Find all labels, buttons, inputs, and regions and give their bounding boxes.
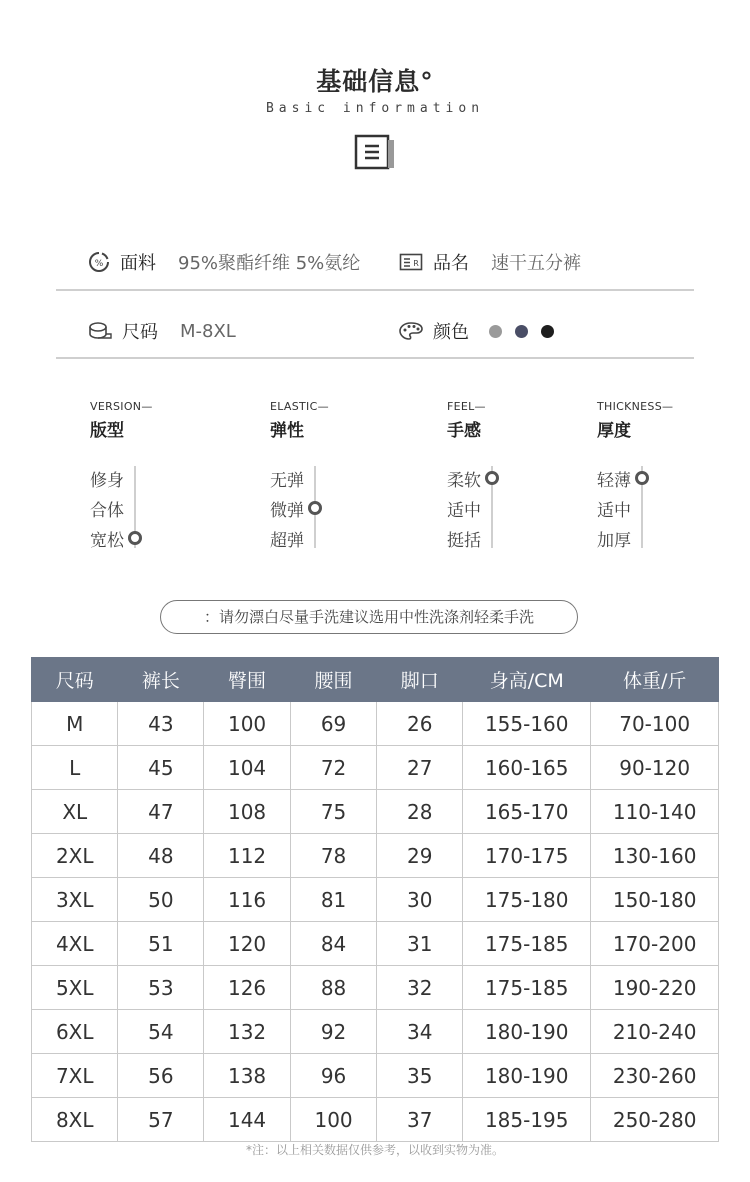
name-tag-icon [399,253,423,271]
table-cell: 108 [204,790,291,834]
table-cell: 170-175 [463,834,591,878]
table-row [32,1098,719,1142]
table-cell: 27 [377,746,463,790]
table-cell: 190-220 [591,966,719,1010]
color-swatch-black [541,325,554,338]
table-cell: 5XL [32,966,118,1010]
attribute-option: 挺括 [447,531,481,551]
size-table-header-cell: 臀围 [204,658,291,702]
fabric-percent-icon [88,251,110,273]
table-cell: M [32,702,118,746]
table-cell: 35 [377,1054,463,1098]
size-table-header-cell: 身高/CM [463,658,591,702]
palette-icon [399,321,423,341]
product-row [399,249,581,275]
size-table-header-cell: 脚口 [377,658,463,702]
svg-text:%: % [94,259,104,269]
color-label: 颜色 [433,322,469,343]
table-cell: 130-160 [591,834,719,878]
table-cell: 110-140 [591,790,719,834]
attribute-heading: 手感 [447,421,481,441]
table-cell: 4XL [32,922,118,966]
table-cell: 185-195 [463,1098,591,1142]
attribute-option: 加厚 [597,531,631,551]
attribute-selected-marker [635,471,649,485]
table-cell: 31 [377,922,463,966]
attribute-heading: 厚度 [597,421,631,441]
table-cell: 90-120 [591,746,719,790]
attribute-heading-en: VERSION— [90,400,153,413]
table-cell: 175-185 [463,922,591,966]
table-cell: 160-165 [463,746,591,790]
table-cell: 47 [118,790,204,834]
table-cell: 150-180 [591,878,719,922]
table-cell: XL [32,790,118,834]
attribute-heading: 版型 [90,421,124,441]
table-cell: 165-170 [463,790,591,834]
table-cell: 3XL [32,878,118,922]
table-cell: 180-190 [463,1010,591,1054]
table-cell: 28 [377,790,463,834]
size-table [31,657,719,1142]
table-cell: 30 [377,878,463,922]
tape-measure-icon [88,321,112,341]
divider [56,289,694,291]
table-cell: 45 [118,746,204,790]
table-row [32,966,719,1010]
attribute-selected-marker [308,501,322,515]
table-cell: 230-260 [591,1054,719,1098]
table-cell: 96 [290,1054,377,1098]
table-cell: 132 [204,1010,291,1054]
table-row [32,878,719,922]
table-cell: 144 [204,1098,291,1142]
table-cell: 2XL [32,834,118,878]
table-cell: 170-200 [591,922,719,966]
table-cell: 104 [204,746,291,790]
table-cell: 26 [377,702,463,746]
attribute-heading: 弹性 [270,421,304,441]
wash-notice: ：请勿漂白尽量手洗建议选用中性洗涤剂轻柔手洗 [160,600,578,634]
color-row [399,318,567,344]
attribute-option: 宽松 [90,531,124,551]
table-cell: 84 [290,922,377,966]
size-table-header-cell: 尺码 [32,658,118,702]
attribute-heading-en: FEEL— [447,400,486,413]
table-cell: 48 [118,834,204,878]
table-cell: 43 [118,702,204,746]
table-row [32,790,719,834]
table-cell: 78 [290,834,377,878]
color-swatch-gray [489,325,502,338]
table-row [32,702,719,746]
table-cell: 53 [118,966,204,1010]
table-cell: 34 [377,1010,463,1054]
attribute-heading-en: ELASTIC— [270,400,329,413]
table-cell: L [32,746,118,790]
attribute-option: 合体 [90,501,124,521]
table-cell: 6XL [32,1010,118,1054]
size-label: 尺码 [122,322,158,343]
footnote: *注：以上相关数据仅供参考，以收到实物为准。 [245,1143,504,1157]
attribute-option: 修身 [90,471,124,491]
table-cell: 126 [204,966,291,1010]
table-cell: 75 [290,790,377,834]
table-cell: 88 [290,966,377,1010]
table-cell: 180-190 [463,1054,591,1098]
page-title: 基础信息° [316,67,434,96]
fabric-value: 95%聚酯纤维 5%氨纶 [178,253,361,274]
table-row [32,834,719,878]
table-cell: 120 [204,922,291,966]
attribute-selected-marker [485,471,499,485]
table-cell: 112 [204,834,291,878]
table-cell: 29 [377,834,463,878]
table-row [32,922,719,966]
size-table-header [32,658,719,702]
page-subtitle: Basic information [265,101,485,116]
table-cell: 250-280 [591,1098,719,1142]
size-table-header-cell: 体重/斤 [591,658,719,702]
table-cell: 7XL [32,1054,118,1098]
table-row [32,746,719,790]
table-row [32,1054,719,1098]
table-cell: 175-180 [463,878,591,922]
table-cell: 155-160 [463,702,591,746]
size-table-header-cell: 腰围 [290,658,377,702]
table-cell: 92 [290,1010,377,1054]
attribute-option: 适中 [597,501,631,521]
table-cell: 138 [204,1054,291,1098]
attribute-option: 微弹 [270,501,304,521]
size-row [88,318,236,344]
document-icon [354,134,396,170]
attribute-heading-en: THICKNESS— [597,400,674,413]
table-cell: 116 [204,878,291,922]
divider [56,357,694,359]
table-cell: 100 [290,1098,377,1142]
attribute-option: 超弹 [270,531,304,551]
attribute-option: 轻薄 [597,471,631,491]
table-cell: 57 [118,1098,204,1142]
table-cell: 54 [118,1010,204,1054]
attribute-selected-marker [128,531,142,545]
table-cell: 69 [290,702,377,746]
table-cell: 210-240 [591,1010,719,1054]
product-value: 速干五分裤 [491,253,581,274]
table-cell: 32 [377,966,463,1010]
size-table-header-cell: 裤长 [118,658,204,702]
table-cell: 175-185 [463,966,591,1010]
color-swatch-navy [515,325,528,338]
table-cell: 37 [377,1098,463,1142]
table-cell: 72 [290,746,377,790]
table-cell: 8XL [32,1098,118,1142]
table-cell: 81 [290,878,377,922]
attribute-option: 适中 [447,501,481,521]
table-cell: 70-100 [591,702,719,746]
table-row [32,1010,719,1054]
product-label: 品名 [433,253,469,274]
table-cell: 50 [118,878,204,922]
table-cell: 51 [118,922,204,966]
color-swatches [489,325,567,338]
fabric-row [88,249,360,275]
table-cell: 56 [118,1054,204,1098]
svg-text:R: R [413,259,419,268]
attribute-option: 柔软 [447,471,481,491]
attribute-option: 无弹 [270,471,304,491]
fabric-label: 面料 [120,253,156,274]
table-cell: 100 [204,702,291,746]
size-value: M-8XL [180,320,236,342]
